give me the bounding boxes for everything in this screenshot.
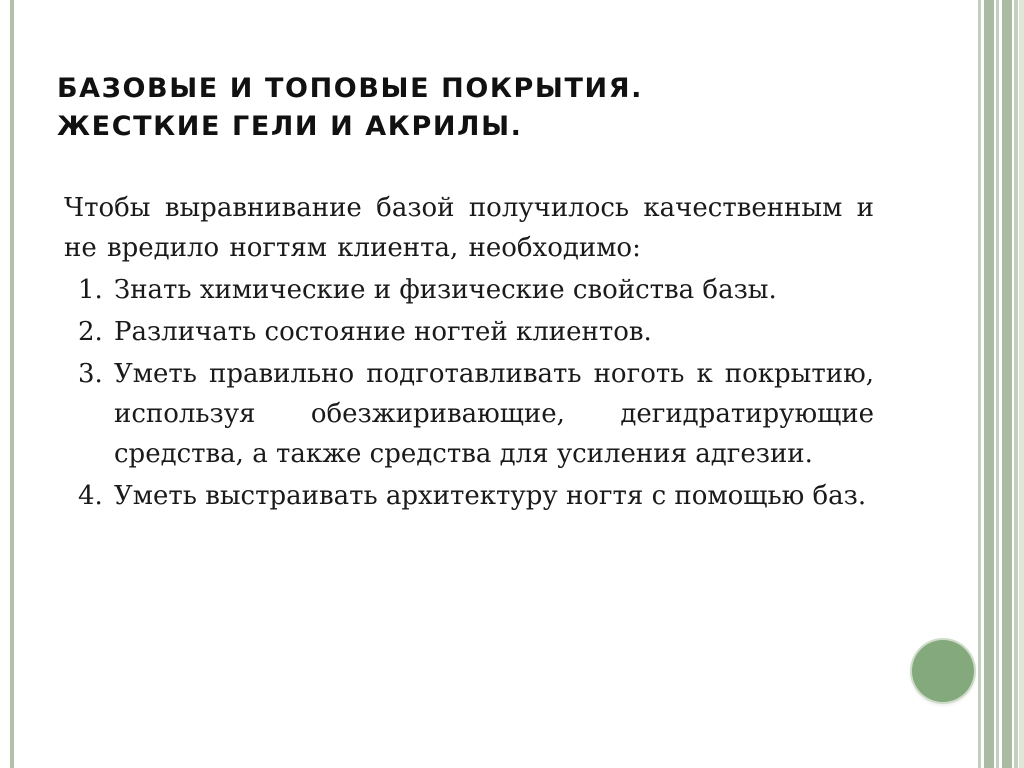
requirements-list [64, 270, 874, 516]
list-item [64, 312, 874, 352]
right-decor-stripe [1019, 0, 1024, 768]
slide-title [57, 70, 643, 146]
slide-title-line-1: БАЗОВЫЕ И ТОПОВЫЕ ПОКРЫТИЯ. [57, 73, 643, 104]
list-item-text: Различать состояние ногтей клиентов. [114, 317, 652, 347]
list-item-text: Уметь правильно подготавливать ноготь к покрытию, используя обезжиривающие, дегидратирующие средства, а также средства для усиления адгезии. [114, 359, 874, 469]
list-item-text: Уметь выстраивать архитектуру ногтя с помощью баз. [114, 481, 867, 511]
list-item [64, 476, 874, 516]
intro-paragraph: Чтобы выравнивание базой получилось качественным и не вредило ногтям клиента, необходимо: [64, 193, 874, 263]
right-decor-stripe [1014, 0, 1018, 768]
list-item-number: 2. [78, 317, 103, 347]
slide-title-line-2: ЖЕСТКИЕ ГЕЛИ И АКРИЛЫ. [57, 111, 523, 142]
right-decor-stripe [978, 0, 981, 768]
list-item [64, 270, 874, 310]
list-item-number: 3. [78, 359, 103, 389]
left-border-stripe [10, 0, 14, 768]
list-item-text: Знать химические и физические свойства базы. [114, 275, 777, 305]
list-item-number: 4. [78, 481, 103, 511]
right-decor-stripe [996, 0, 999, 768]
list-item-number: 1. [78, 275, 103, 305]
list-item [64, 354, 874, 474]
slide-body [64, 188, 874, 516]
right-decor-stripe [1002, 0, 1012, 768]
right-decor-stripe [984, 0, 994, 768]
decorative-circle [912, 640, 974, 702]
